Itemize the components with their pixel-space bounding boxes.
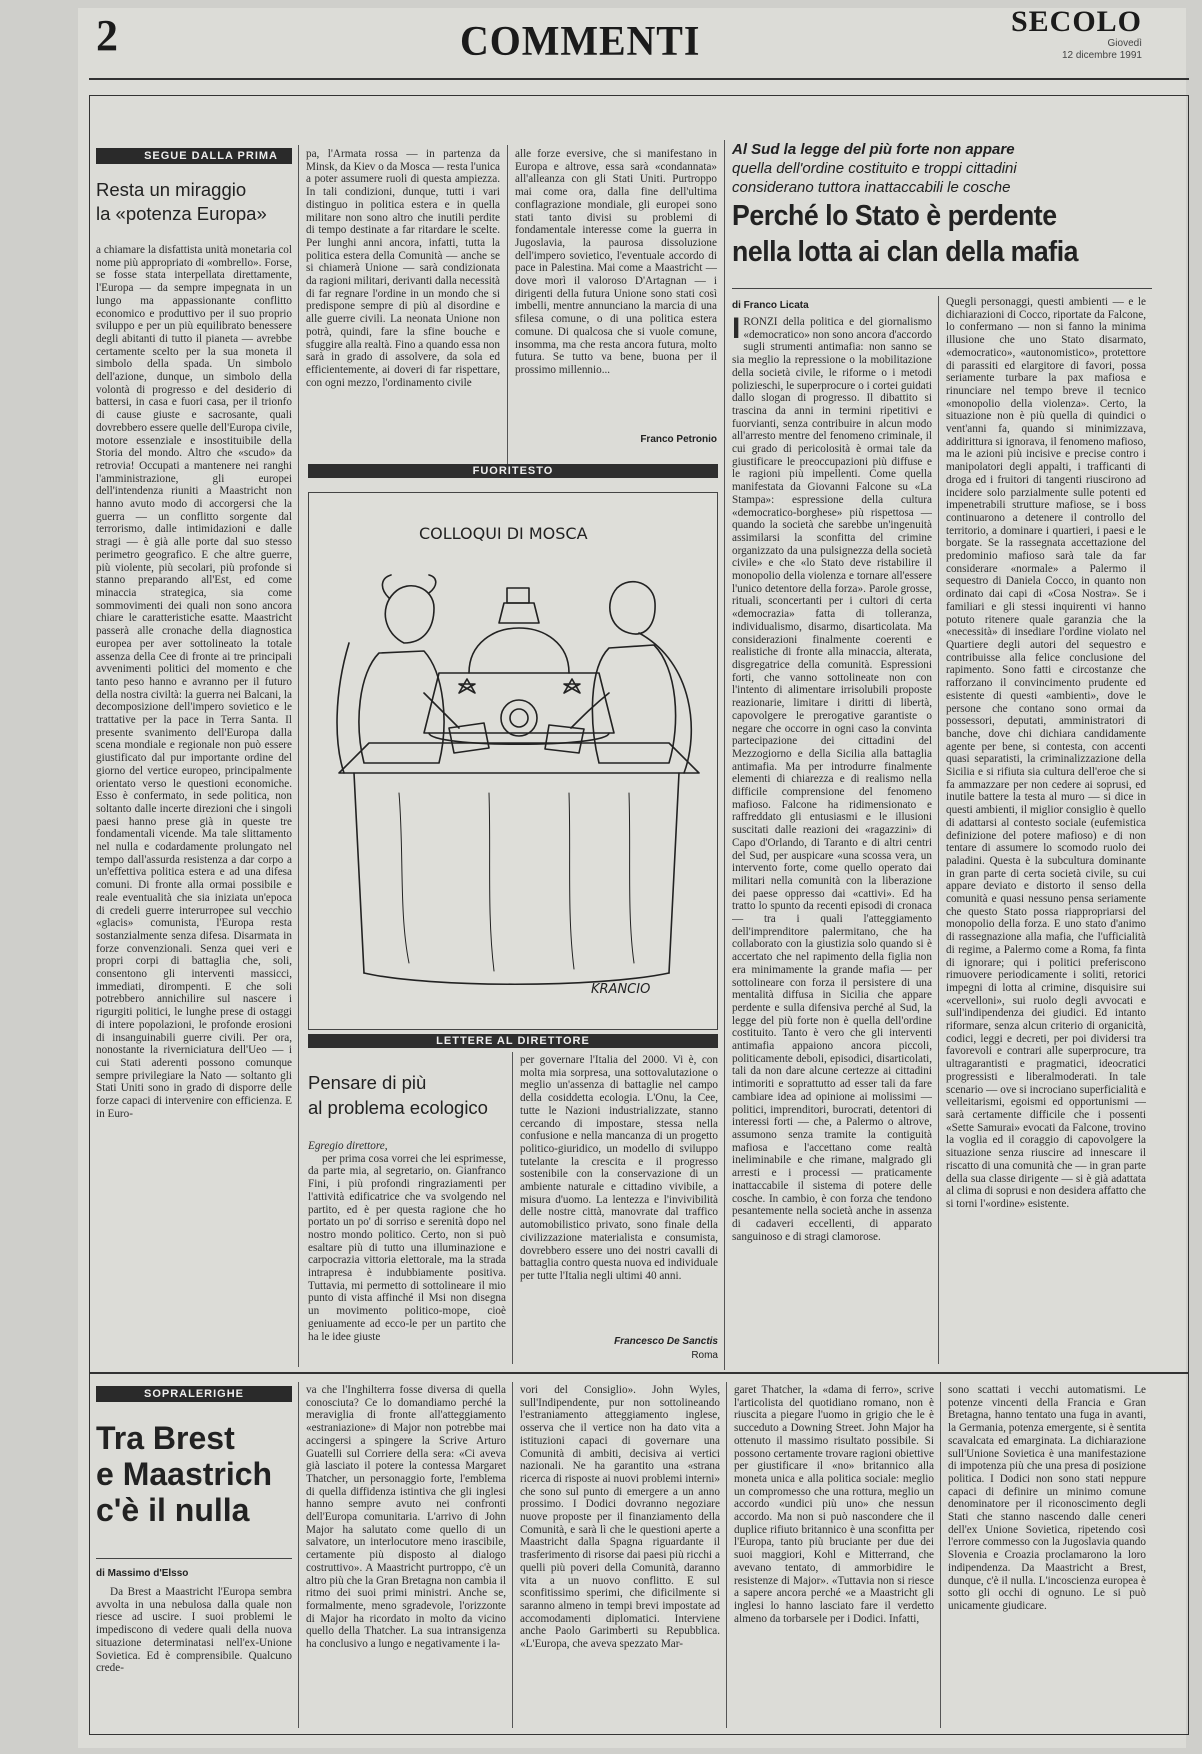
right-man-head [610, 582, 655, 634]
europa-col2-text: pa, l'Armata rossa — in partenza da Minsk, da Kiev o da Mosca — resta l'unica a poter assumere ruoli di questa ampiezza. In tali condizioni, dunque, tutti i vari distinguo in politica estera e in quella militare non sono altro che inutili perdite di tempo destinate a far ritardare le scelte. Per lunghi anni ancora, infatti, tutta la politica estera della Comunità — anche se si chiamerà Unione — sarà condizionata da ragioni militari, derivanti dalla necessità di far regnare l'ordine in un mondo che si predispone sempre di più al disordine e alle guerre civili. La neonata Unione non potrà, quindi, fare la sfine bouche e sfuggire alla realtà. Fino a quando essa non sarà in grado di assolvere, da sola ed efficientemente, ai doveri di far rispettare, con ogni mezzo, l'ordinamento civile [306, 148, 500, 389]
sopraleriche-column-5 [948, 1384, 1146, 1728]
sopraleriche-col1-text: Da Brest a Maastricht l'Europa sembra avvolta in una nebulosa dalla quale non riesce ad uscire. I suoi problemi le impediscono di vedere quali della nuova situazione determinatasi nell'ex-Unione Sovietica. Ed è comprensibile. Qualcuno crede- [96, 1586, 292, 1675]
mafia-headline-line2: nella lotta ai clan della mafia [732, 236, 1079, 268]
lettere-column-2 [520, 1054, 718, 1334]
europa-headline [96, 178, 296, 226]
cartoon-frame [308, 492, 718, 1030]
lettere-headline [308, 1070, 508, 1120]
column-divider [938, 296, 939, 1364]
mafia-headline-line1: Perché lo Stato è perdente [732, 200, 1057, 232]
tank-hull [424, 673, 614, 733]
cartoon-signature: KRANCIO [591, 982, 651, 997]
mafia-dropcap: I [732, 316, 741, 345]
masthead-day: Giovedì [1107, 38, 1142, 49]
column-divider [512, 1052, 513, 1364]
column-divider [940, 1382, 941, 1728]
europa-column-2 [306, 148, 500, 468]
masthead-logo: SECOLO [1010, 5, 1142, 38]
lettere-headline-line2: al problema ecologico [308, 1097, 488, 1118]
sopraleriche-col3-text: vori del Consiglio». John Wyles, sull'Indipendente, pur non sottolineando l'estraniamento atteggiamento inglese, osserva che il vertice non ha dato vita a istituzioni capaci di governare una Comunità di ambiti, decisiva ai vertici nazionali. Ne ha garantito una «strana ricerca di risposte ai nuovi problemi interni» che sono sul punto di emergere a un anno prossimo. I Dodici dovranno negoziare nuove proposte per il finanziamento della Comunità, e sarà lì che le questioni aperte a Maastricht dalla Spagna riguardante il trasferimento di risorse dai paesi più ricchi a quelli più poveri della Comunità, daranno vita a un nuovo conflitto. E sul sconfitissimo sperimi, che dificilmente si saranno almeno in tempi brevi impostate ad accomodamenti diplomatici. Interviene anche Paolo Garimberti su Repubblica. «L'Europa, che aveva spezzato Mar- [520, 1384, 720, 1651]
sopraleriche-col4-text: garet Thatcher, la «dama di ferro», scrive l'articolista del quotidiano romano, non è riuscita a piegare l'uomo in grigio che le è succeduto a Downing Street. John Major ha ottenuto il massimo risultato possibile. Si possono certamente trovare ragioni obiettive per giustificare il «no» britannico alla moneta unica e alla politica sociale: meglio un compromesso che una rottura, meglio un accordo «undici più uno» che nessun accordo. Ma non si può nascondere che il duplice rifiuto britannico è una sconfitta per l'Europa, tanto più bruciante per due dei suoi maggiori, Kohl e Mitterrand, che avevano tentato, di ammorbidire le resistenze di Major». «Tuttavia non si riesce a sapere ancora perché «e a Maastricht gli inglesi lo hanno lasciato fare il verdetto almeno da torbarsele per i Dodici. Infatti, [734, 1384, 934, 1625]
page-number: 2 [96, 11, 118, 60]
mafia-deck-line3: considerano tuttora inattaccabili le cosche [732, 179, 1011, 196]
sopraleriche-column-2 [306, 1384, 506, 1728]
sopraleriche-headline-line3: c'è il nulla [96, 1492, 250, 1528]
lettere-column-1 [308, 1140, 506, 1362]
europa-headline-line2: la «potenza Europa» [96, 203, 267, 224]
star-right [564, 679, 580, 693]
sopraleriche-column-1 [96, 1586, 292, 1728]
lettere-headline-line1: Pensare di più [308, 1072, 427, 1093]
mafia-column-2 [946, 296, 1146, 1364]
mafia-col2-text: Quegli personaggi, questi ambienti — e le dichiarazioni di Cocco, riportate da Falcone, lo confermano — non si fanno la minima illusione che uno Stato disarmato, «democratico», «autonomistico», protettore di parassiti ed elargitore di favori, possa seriamente turbare la pax mafiosa e rinunciare nel tempo breve il tecnico «monopolio della violenza». Certo, la situazione non è più quella di quindici o vent'anni fa, quando si minimizzava, addirittura si ignorava, il fenomeno mafioso, ma le azioni più incisive e precise contro i manipolatori degli appalti, i trafficanti di droga ed i fruitori di tangenti riuscirono ad incidere solo parzialmente sulle potenti ed impenetrabili strutture mafiose, se i boss continuarono a detenere il controllo del territorio, a dominare i quartieri, i paesi e le borgate. Se la rassegnata accettazione del predominio mafioso sarà tale da far considerare «normale» a Palermo il sequestro di Daniela Cocco, in quanto non ordinato dai capi di «Cosa Nostra». Se i familiari e gli stessi inquirenti vi hanno potuto ritenere quale garanzia che la «necessità» di insediare l'ordine violato nel Quartiere degli autori del sequestro e contribuisse alla felice conclusione del rapimento. Sono fatti e circostanze che rafforzano il convincimento prudente ed esistente di questi «ambienti», dove le persone che contano sono ormai da possessori, deputati, amministratori di banche, dove chi dichiara candidamente agente per bene, si contesta, con accenti quasi separatisti, la criminalizzazione della Sicilia e si rifiuta sia cultura dell'eroe che si fa ammazzare per non cedere ai soprusi, ed inutile battere la testa al muro — si dice in questi ambienti, il miglior consiglio è quello di adattarsi al contesto sociale (eufemistica definizione del potere mafioso) e di non tentare di assumere lo scomodo ruolo dei paladini. Questa è la subcultura dominante in gran parte di certa società civile, su cui appare deviato e distorto il senso della comunità e quasi nessuno pensa seriamente che questo Stato possa riappropriarsi del monopolio della forza. E uno stato d'animo di rassegnazione alla mafia, che l'ufficialità di regime, a Palermo come a Roma, fa finta di ignorare; qui i politici preferiscono rimuovere periodicamente i soliti, retorici impegni di lotta al crimine, disquisire sui «cervelloni», sui ruolo degli avvocati e sull'indipendenza dei giudici. Ed intanto riformare, senza alcun criterio di organicità, codici, leggi e decreti, per poi dividersi tra favorevoli e contrari alle superprocure, tra ultragarantisti e pragmatici, ideocratici progressisti e liberalmoderati. In tale scenario — ove si incrociano superficialità e velleitarismi, egoismi ed opportunismi — sarà certamente difficile che i possenti «Sette Samurai» evocati da Falcone, trovino la voglia ed il coraggio di capovolgere la situazione senza riuscire ad innescare il riscatto di una comunità che — in gran parte della sua classe dirigente — si è già adattata al clima di soprusi e non desidera affatto che si torni l'«ordine» esistente. [946, 296, 1146, 1210]
sopraleriche-column-3 [520, 1384, 720, 1728]
mafia-deck [732, 140, 1152, 197]
kicker-segue: SEGUE DALLA PRIMA [96, 148, 292, 164]
left-man-head [385, 586, 434, 643]
section-title: COMMENTI [460, 19, 701, 65]
sopraleriche-headline-line2: e Maastrich [96, 1456, 273, 1492]
column-divider [298, 145, 299, 1367]
sopraleriche-headline [96, 1420, 296, 1528]
masthead-date: 12 dicembre 1991 [1061, 50, 1142, 61]
europa-col1-text: a chiamare la disfattista unità monetaria col nome più appropriato di «ombrello». Forse, se fosse stata interpellata direttamente, l'Europa — da sempre impegnata in un lungo ma appassionante conflitto economico e produttivo per il suo proprio sviluppo e per un più equilibrato benessere degli abitanti di tutto il pianeta — avrebbe certamente scelto per la sua moneta il simbolo della spada. Un simbolo dell'azione, dunque, un simbolo della volontà di progresso e del desiderio di battersi, in casa e fuori casa, per il trionfo di cause giuste e sacrosante, quali dovrebbero essere quelle dell'Europa civile, motore essenziale e insostituibile della Storia del mondo. Altro che «scudo» da retrovia! Occupati a mantenere nei ranghi l'amministrazione, gli europei dell'intendenza riuniti a Maastricht non hanno avuto modo di accorgersi che la guerra — un conflitto sorgente dal terrorismo, dalle intimidazioni e dalle stragi — è già alle porte dal suo stesso perimetro geografico. E che altre guerre, più violente, più secolari, più profonde si stanno preparando all'Est, ed come minaccia strategica, sia come sommovimenti dei quali non sono ancora chiare le caratteristiche esatte. Maastricht passerà alle cronache della diagnostica europea per aver sottolineato la totale assenza della Cee di fronte ai tre principali avvenimenti politici del momento e che tanto peso hanno e avranno per il futuro della nostra civiltà: la guerra nei Balcani, la decomposizione dell'impero sovietico e le trattative per la pace in Terra Santa. Il presente svanimento dell'Europa dalla scena mondiale e regionale non può essere giustificato dal pur importante ordine del giorno del vertice europeo, principalmente orientato verso le questioni economiche. Esso è confermato, in sede politica, non soltanto dalle incerte direzioni che i singoli paesi hanno prese già in queste tre fondamentali vicende. Ma tale slittamento nel nulla e codardamente prolungato nel tempo dall'assurda resistenza a dar corpo a un'effettiva politica estera e ad una difesa comuni. Di fronte alla ormai possibile e reale eventualità che sia iniziata un'epoca di credeli guerre interurropee sul vecchio «glacis» comunista, l'Europa resta sostanzialmente senza difesa. Disarmata in forze convenzionali. Senza quei veri e propri corpi di battaglia che, soli, consentono gli interventi massicci, immediati, dirompenti. E che soli potrebbero annichilire sul nascere i rigurgiti politici, le lunghe prese di ostaggi di intere popolazioni, le profonde erosioni di insanguinabili guerre civili. Per ora, nonostante la riverniciatura dell'Ueo — i cui Stati aderenti possono comunque sempre privilegiare la Nato — soltanto gli Stati Uniti sono in grado di disporre delle forze capaci di intervenire con efficienza. E in Euro- [96, 244, 292, 1120]
lettere-salutation: Egregio direttore, [308, 1140, 388, 1152]
cartoon-caption: COLLOQUI DI MOSCA [419, 524, 588, 543]
table-top [339, 743, 699, 773]
europa-column-1 [96, 244, 292, 1362]
lettere-bar: LETTERE AL DIRETTORE [308, 1034, 718, 1048]
masthead [1011, 6, 1142, 62]
mafia-rule [732, 288, 1152, 289]
lettere-col2-text: per governare l'Italia del 2000. Vi è, con molta mia sorpresa, una sottovalutazione o meglio un'assenza di battaglie nel campo della cosiddetta ecologia. L'Onu, la Cee, tutte le Nazioni industrializzate, stanno cercando di impostare, stessa nella confusione e nella mancanza di un progetto politico-giuridico, un modello di sviluppo tutelante la crescita e il progresso sostenibile con la conservazione di un ambiente naturale e cittadino vivibile, a misura d'uomo. La lentezza e l'invivibilità delle nostre città, manovrate dal traffico automobilistico privato, sono finale della civilizzazione materialista e consumista, dovrebbero essere uno dei nostri cavalli di battaglia contro questa nuova ed individuale per tutte l'Italia negli ultimi 40 anni. [520, 1054, 718, 1282]
paper-right [545, 725, 584, 753]
lettere-signature-name: Francesco De Sanctis [614, 1336, 718, 1347]
mafia-column-1 [732, 316, 932, 1364]
lettere-col1-text: per prima cosa vorrei che lei esprimesse, da parte mia, al segretario, on. Gianfranco Fini, i più profondi ringraziamenti per l'attività edificatrice che va svolgendo nel partito, ed è per questa ragione che ho portato un po' di sorriso e serenità dopo nel nostro mondo politico. Certo, non si può esaltare più di tutto una illuminazione e carpocrazia vittoria elettorale, ma la strada intrapresa è indubbiamente positiva. Tuttavia, mi permetto di sottolineare il mio punto di vista affinché il Msi non disegna un movimento politico-mope, cioè geniuamente ad ecco-le per un partito che ha le idee giuste [308, 1152, 506, 1343]
column-divider [512, 1382, 513, 1728]
sopraleriche-byline: di Massimo d'Elsso [96, 1568, 189, 1579]
mafia-deck-line2: quella dell'ordine costituito e troppi cittadini [732, 160, 1017, 177]
right-man-body [592, 645, 675, 763]
mafia-deck-line1: Al Sud la legge del più forte non appare [732, 141, 1015, 158]
table-legs [354, 773, 679, 973]
europa-signature: Franco Petronio [640, 434, 717, 445]
tank-cannon [501, 700, 537, 736]
sopraleriche-col2-text: va che l'Inghilterra fosse diversa di quella conosciuta? Ce lo domandiamo perché la meraviglia di fronte all'atteggiamento «estraniazione» di Major non potrebbe mai accingersi a spingere la Scrive Arturo Guatelli sul Corriere della sera: «Ci aveva già lasciato il potere la contessa Margaret Thatcher, un personaggio forte, l'emblema di quella diffidenza istintiva che gli inglesi hanno sempre avuto nei confronti dell'Europa comunitaria. L'arrivo di John Major ha salutato come quello di un salvatore, un interlocutore meno irascibile, certamente più disposto al dialogo costruttivo». A Maastricht purtroppo, c'è un altro più che la Gran Bretagna non cambia il ritmo dei suoi primi ministri. Anche se, formalmente, meno sgradevole, l'orizzonte di Major ha ricordato in molto da vicino quello della Thatcher. La sua intransigenza ha conclusivo a lungo e negativamente i la- [306, 1384, 506, 1651]
bottom-section-rule [89, 1372, 1189, 1374]
cartoon-illustration [309, 493, 717, 1029]
star-left [459, 679, 475, 693]
header-rule [89, 78, 1189, 80]
column-divider [298, 1382, 299, 1728]
europa-headline-line1: Resta un miraggio [96, 179, 247, 200]
tank-turret [469, 628, 569, 673]
lettere-signature-city: Roma [691, 1350, 718, 1361]
fuoritesto-bar: FUORITESTO [308, 464, 718, 478]
sopraleriche-column-4 [734, 1384, 934, 1728]
mafia-col1-text: RONZI della politica e del giornalismo «democratico» non sono ancora d'accordo sugli strumenti antimafia: non sanno se sia meglio la repressione o la mobilitazione della società civile, le riforme o i metodi polizieschi, le superprocure o i cortei guidati dallo slogan di progresso. Il dibattito si trascina da anni in termini ripetitivi e fuorvianti, senza contribuire in alcun modo all'arresto mentre del fenomeno criminale, il cui grado di pericolosità è ormai tale da giustificare le preoccupazioni più diffuse e le ragioni più impellenti. Come quella manifestata da Giovanni Falcone su «La Stampa»: espressione della cultura «democratico-borghese» più rispettosa — quando la società che sarebbe un'ingenuità assimilarsi la sconfitta del crimine organizzato da una pulsignezza della società civile» e che «lo Stato deve ristabilire il monopolio della violenza e tornare all'essere l'unico detentore della forza». Parole grosse, rituali, sconcertanti per i cultori di certa «democrazia» fatta di tolleranza, individualismo, disarmo, disarticolata. Ma considerazioni finalmente coerenti e realistiche di fronte alla minaccia, alterata, disgregatrice della comunità. Espressioni forti, che vanno sottolineate non con l'intento di alimentare irrisolubili proposte reazionarie, limitare i diritti di libertà, capovolgere le prerogative garantiste o negare che occorre in ogni caso la convinta partecipazione dei cittadini del Mezzogiorno e della Sicilia alla battaglia antimafia. Ma per introdurre finalmente elementi di chiarezza e di realismo nella difficile comprensione del fenomeno mafioso. Falcone ha ridimensionato e raffreddato gli entusiasmi e le illusioni suscitati dalle reazioni dei «ragazzini» di Capo d'Orlando, di Taranto e di altri centri del Sud, per auspicare «una scossa vera, un intervento forte, come quello operato dai militari nella comunità con la liberazione dei paese oppresso dai «cattivi». Ed ha tratto lo spunto da recenti episodi di cronaca — tra i quali l'atteggiamento dell'imprenditore palermitano, che ha collaborato con la giustizia solo quando si è accertato che nel rapimento della figlia non era minimamente la grande mafia — per sottolineare con forza il persistere di una mentalità diffusa in Sicilia che appare perdente e sulla difensiva perché al Sud, la legge del più forte non è quella dell'ordine costituito. Tanto è vero che gli interventi antimafia appaiono ancora piccoli, politicamente deboli, episodici, disarticolati, tali da non dare alcune certezze ai cittadini intimoriti e soprattutto ad esser tali da fare cambiare idea ad opinione ai molissimi — politici, imprenditori, burocrati, detentori di interessi forti — che, a Palermo o altrove, assumono senza tramite la contiguità mafiosa e l'accettano come realtà ineliminabile e che rimane, malgrado gli arresti e i processi — praticamente inattaccabile il sistema di potere delle cosche. In cambio, è con forza che tendono pesantemente nella società anche in assenza di cadaveri eccellenti, di apparato sanguinoso e di stragi clamorose. [732, 316, 932, 1243]
sopraleriche-headline-line1: Tra Brest [96, 1420, 235, 1456]
mafia-headline [732, 198, 1118, 270]
europa-column-3 [515, 148, 717, 431]
mafia-byline: di Franco Licata [732, 300, 809, 311]
paper-left [449, 723, 489, 753]
column-divider [726, 1382, 727, 1728]
sopraleriche-col5-text: sono scattati i vecchi automatismi. Le potenze vincenti della Francia e Gran Bretagna, hanno tentato una fuga in avanti, la Germania, potenza emergente, si è sentita scavalcata ed emarginata. La dichiarazione sull'Unione Sovietica è una manifestazione di impotenza più che una presa di posizione politica. I Dodici non sono stati neppure capaci di definire un minimo comune denominatore per il riconoscimento degli Stati che stanno nascendo dalle ceneri dell'ex Unione Sovietica, ripetendo così l'errore commesso con la Jugoslavia quando Slovenia e Croazia proclamarono la loro indipendenza. Da Maastricht a Brest, dunque, c'è il nulla. L'incoscienza europea è sotto gli occhi di ognuno. Le si può unicamente giudicare. [948, 1384, 1146, 1612]
sopraleriche-rule [96, 1558, 292, 1559]
kicker-sopraleriche: SOPRALERIGHE [96, 1386, 292, 1402]
column-divider [724, 140, 725, 1370]
column-divider [507, 145, 508, 470]
europa-col3-text: alle forze eversive, che si manifestano in Europa e altrove, essa sarà «condannata» all'alleanza con gli Stati Uniti. Purtroppo mai come ora, dalla fine dell'ultima conflagrazione mondiale, gli europei sono stati tanto divisi su problemi di fondamentale interesse come la guerra in Jugoslavia, la paurosa dissoluzione dell'impero sovietico, l'eventuale accordo di pace in Palestina. Mai come a Maastricht — dove morì il valoroso D'Artagnan — i dirigenti della futura Unione sono stati così imbelli, mentre annunciano la marcia di una sfilesa comune, o di una politica estera comune. Di qualcosa che si vuole comune, insomma, ma che resta ancora futura, molto futura. Se tutto va bene, buona per il prossimo millennio... [515, 148, 717, 376]
